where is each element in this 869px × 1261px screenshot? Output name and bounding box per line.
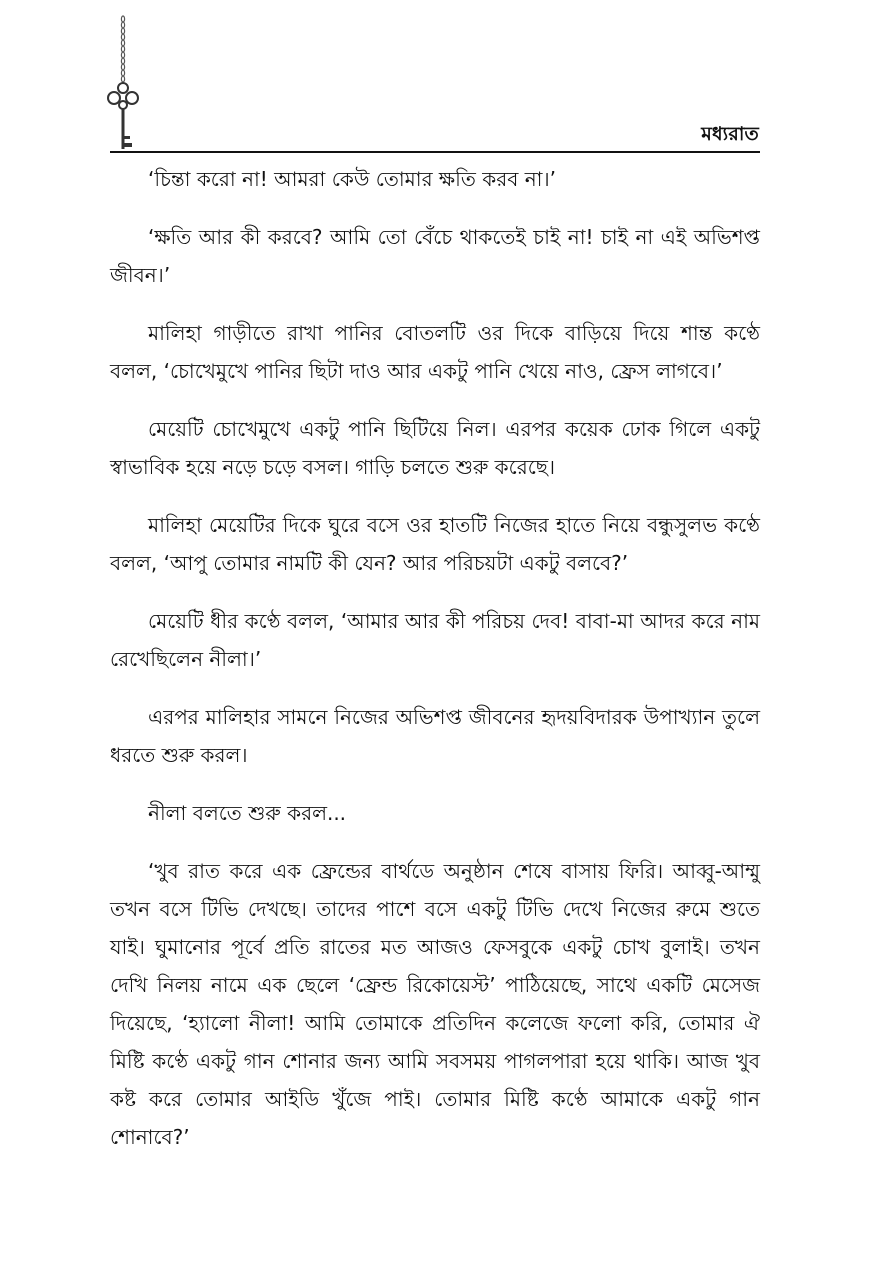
paragraph: নীলা বলতে শুরু করল...	[148, 801, 347, 825]
paragraph: ‘চিন্তা করো না! আমরা কেউ তোমার ক্ষতি করব না।’	[148, 167, 556, 191]
paragraph: ‘ক্ষতি আর কী করবে? আমি তো বেঁচে থাকতেই চাই না! চাই না এই অভিশপ্ত জীবন।’	[110, 225, 760, 287]
paragraph: এরপর মালিহার সামনে নিজের অভিশপ্ত জীবনের হৃদয়বিদারক উপাখ্যান তুলে ধরতে শুরু করল।	[110, 705, 760, 767]
paragraph: মালিহা মেয়েটির দিকে ঘুরে বসে ওর হাতটি নিজের হাতে নিয়ে বন্ধুসুলভ কণ্ঠে বলল, ‘আপু তোমার নামটি কী যেন? আর পরিচয়টা একটু বলবে?’	[110, 513, 760, 575]
page-body	[110, 160, 760, 1176]
running-header-title: মধ্যরাত	[701, 123, 759, 145]
header-divider	[110, 151, 760, 153]
paragraph: মেয়েটি চোখেমুখে একটু পানি ছিটিয়ে নিল। এরপর কয়েক ঢোক গিলে একটু স্বাভাবিক হয়ে নড়ে চড়ে বসল। গাড়ি চলতে শুরু করেছে।	[110, 417, 760, 479]
hanging-key-icon	[103, 14, 143, 154]
paragraph: মালিহা গাড়ীতে রাখা পানির বোতলটি ওর দিকে বাড়িয়ে দিয়ে শান্ত কণ্ঠে বলল, ‘চোখেমুখে পানির ছিটা দাও আর একটু পানি খেয়ে নাও, ফ্রেস লাগবে।’	[110, 321, 760, 383]
paragraph: ‘খুব রাত করে এক ফ্রেন্ডের বার্থডে অনুষ্ঠান শেষে বাসায় ফিরি। আব্বু-আম্মু তখন বসে টিভি দেখছে। তাদের পাশে বসে একটু টিভি দেখে নিজের রুমে শুতে যাই। ঘুমানোর পূর্বে প্রতি রাতের মত আজও ফেসবুকে একটু চোখ বুলাই। তখন দেখি নিলয় নামে এক ছেলে ‘ফ্রেন্ড রিকোয়েস্ট’ পাঠিয়েছে, সাথে একটি মেসেজ দিয়েছে, ‘হ্যালো নীলা! আমি তোমাকে প্রতিদিন কলেজে ফলো করি, তোমার ঐ মিষ্টি কণ্ঠে একটু গান শোনার জন্য আমি সবসময় পাগলপারা হয়ে থাকি। আজ খুব কষ্ট করে তোমার আইডি খুঁজে পাই। তোমার মিষ্টি কণ্ঠে আমাকে একটু গান শোনাবে?’	[110, 859, 760, 1149]
paragraph: মেয়েটি ধীর কণ্ঠে বলল, ‘আমার আর কী পরিচয় দেব! বাবা-মা আদর করে নাম রেখেছিলেন নীলা।’	[110, 609, 760, 671]
